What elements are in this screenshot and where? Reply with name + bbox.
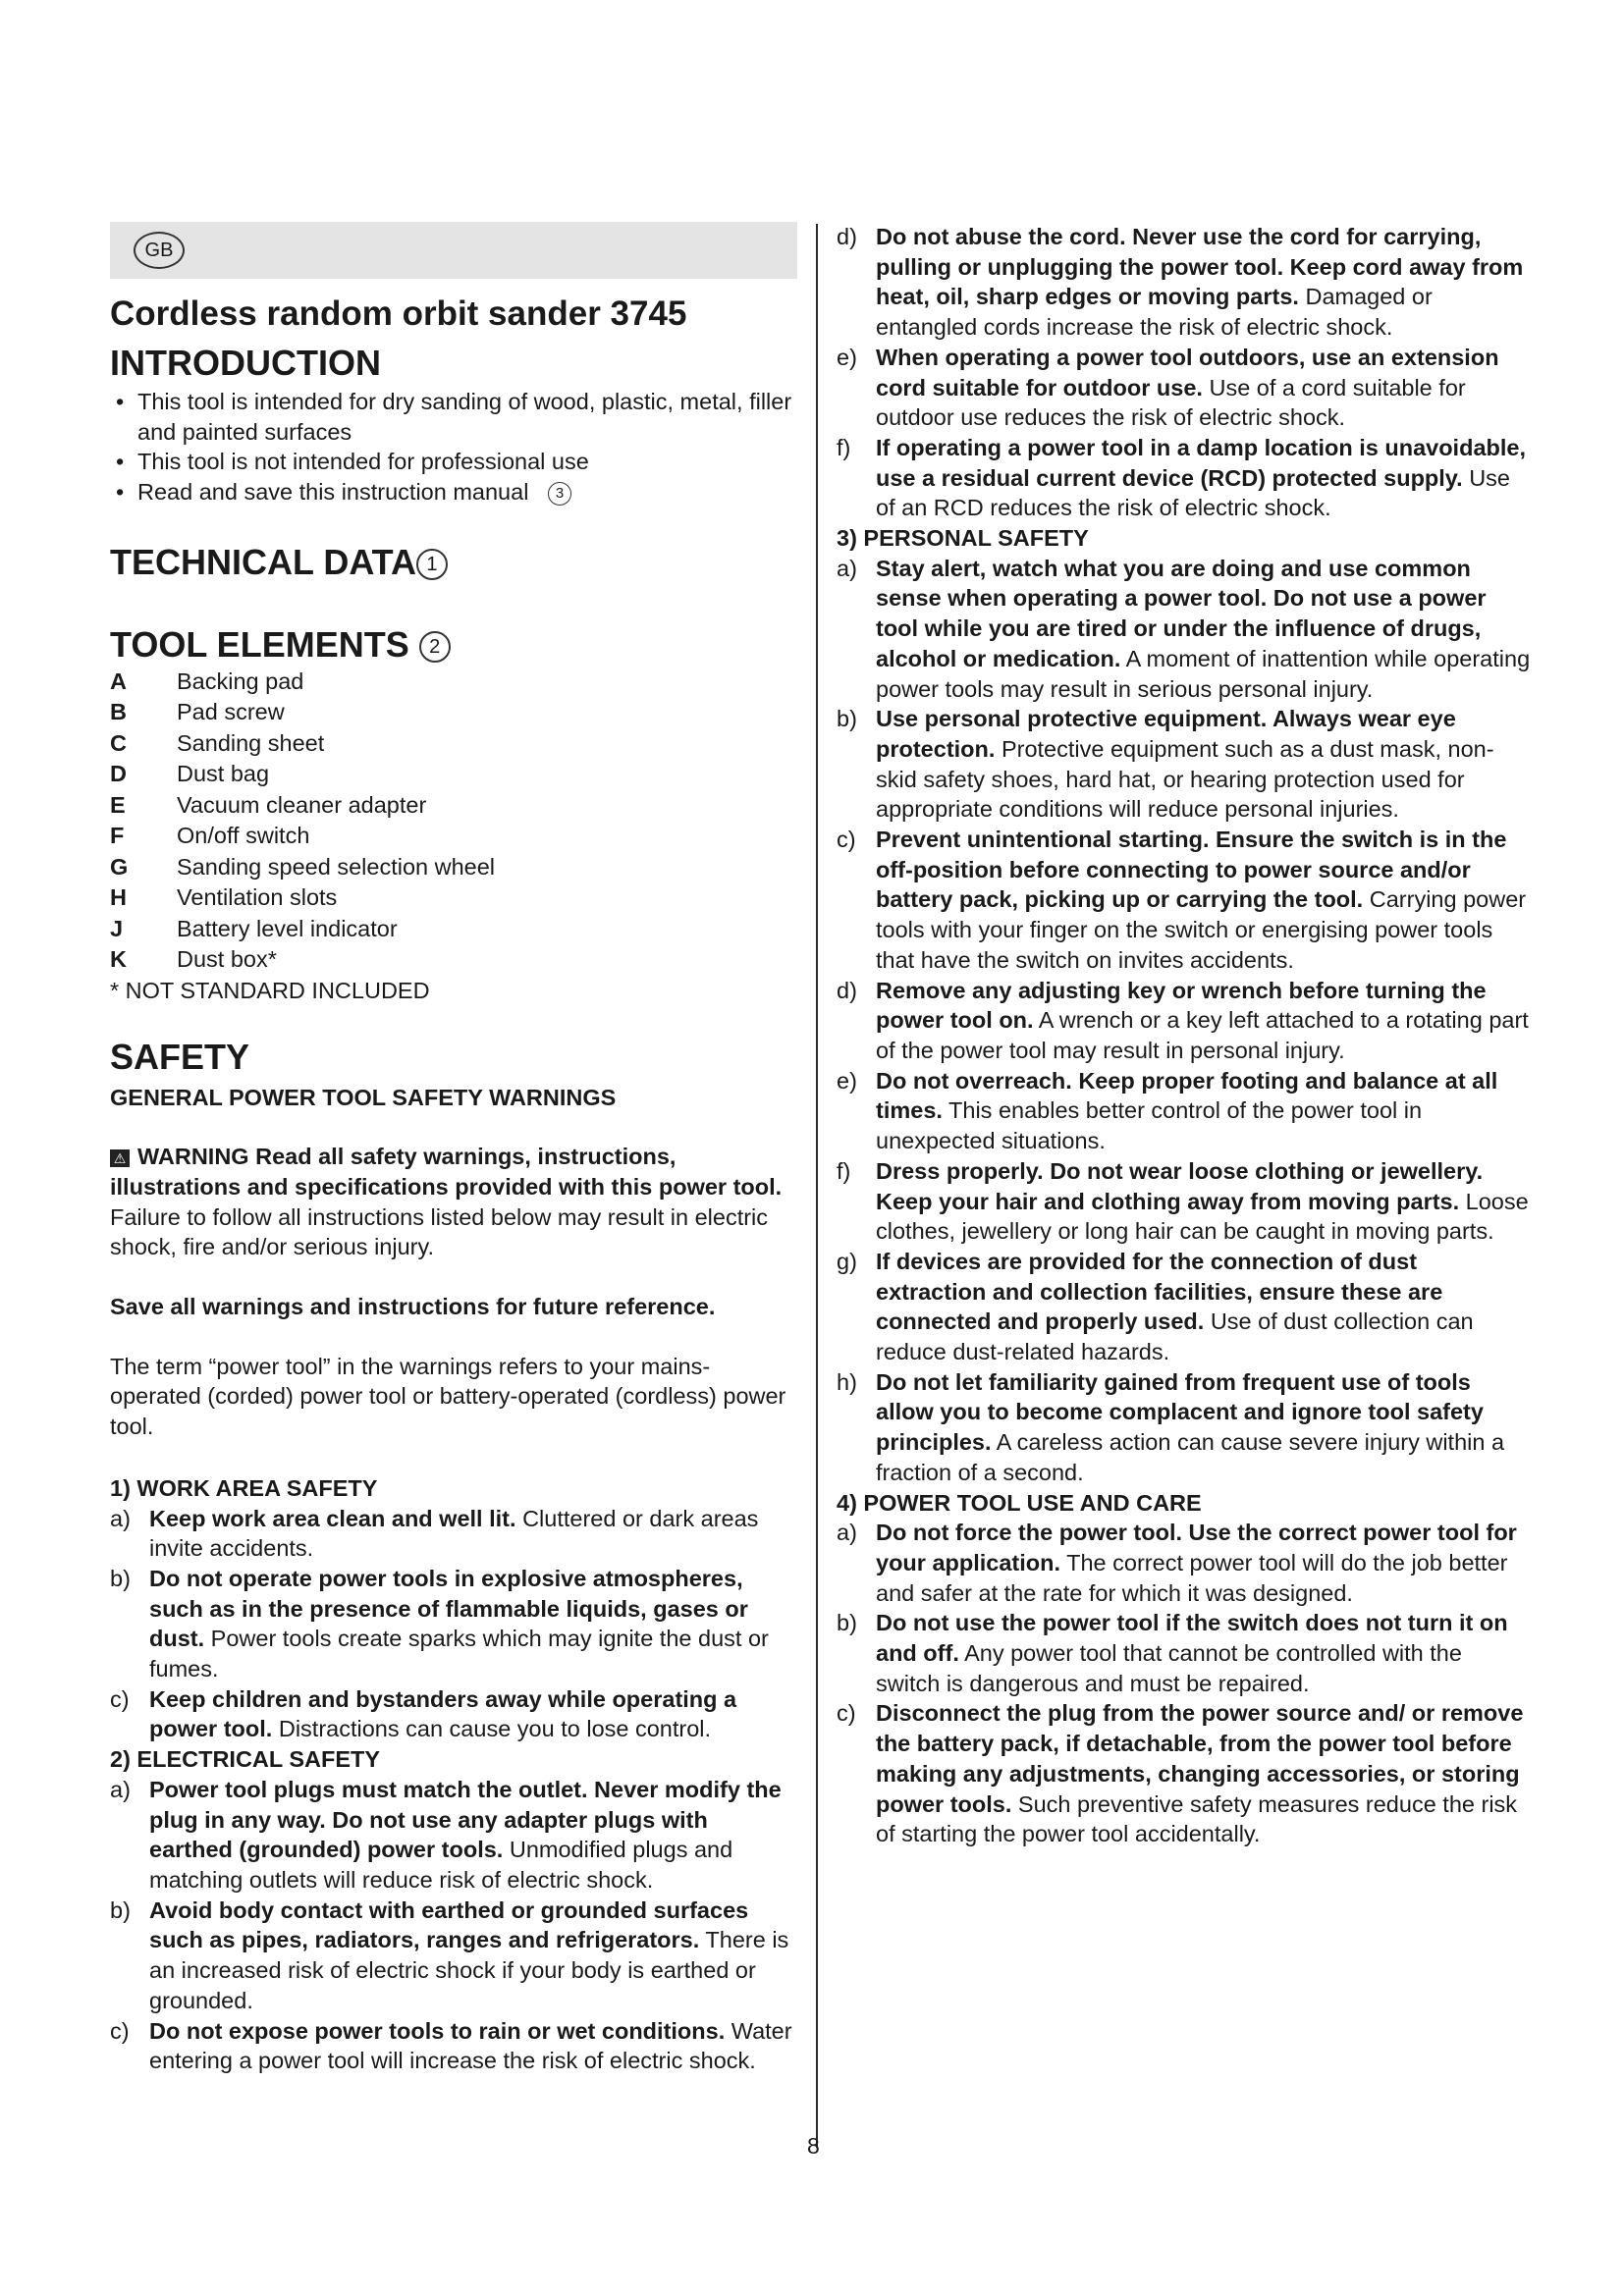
safety-item-explanation: Damaged or entangled cords increase the risk of electric shock. bbox=[876, 284, 1433, 341]
electrical-safety-list bbox=[110, 1775, 797, 2076]
safety-item-rule: Do not let familiarity gained from frequent use of tools allow you to become complacent and ignore tool safety principles. bbox=[876, 1368, 1484, 1456]
tool-element-label: Vacuum cleaner adapter bbox=[177, 791, 427, 818]
safety-item-explanation: A moment of inattention while operating power tools may result in serious personal injury. bbox=[876, 645, 1531, 702]
safety-item-rule: Do not use the power tool if the switch does not turn it on and off. bbox=[876, 1610, 1508, 1667]
tool-element-key: G bbox=[110, 853, 129, 880]
tool-element-label: On/off switch bbox=[177, 823, 310, 849]
safety-item-letter: a) bbox=[837, 1520, 857, 1546]
tool-element-label: Sanding sheet bbox=[177, 729, 325, 756]
tool-element-row bbox=[110, 759, 797, 790]
tool-element-row bbox=[110, 667, 797, 698]
safety-item-letter: a) bbox=[837, 555, 857, 581]
tool-element-label: Ventilation slots bbox=[177, 884, 338, 911]
safety-item-letter: a) bbox=[110, 1776, 131, 1802]
safety-item-letter: a) bbox=[110, 1505, 131, 1531]
electrical-safety-heading: 2) ELECTRICAL SAFETY bbox=[110, 1746, 381, 1773]
tool-elements-heading: TOOL ELEMENTS 2 bbox=[110, 623, 797, 667]
intro-bullet-text: Read and save this instruction manual bbox=[137, 479, 529, 506]
power-tool-term-paragraph: The term “power tool” in the warnings refers to your mains-operated (corded) power tool or battery-operated (cordless) power tool. bbox=[110, 1353, 786, 1440]
safety-item-letter: g) bbox=[837, 1248, 857, 1274]
tool-element-key: A bbox=[110, 667, 127, 694]
safety-item-letter: b) bbox=[837, 1610, 857, 1636]
safety-item bbox=[837, 704, 1532, 825]
safety-item-letter: f) bbox=[837, 1157, 851, 1184]
personal-safety-list bbox=[837, 554, 1532, 1488]
safety-item-letter: c) bbox=[110, 1685, 130, 1712]
safety-item-rule: Do not force the power tool. Use the correct power tool for your application. bbox=[876, 1520, 1517, 1575]
tool-element-row bbox=[110, 790, 797, 822]
power-tool-use-list bbox=[837, 1518, 1532, 1849]
safety-item-letter: h) bbox=[837, 1368, 857, 1395]
tool-elements-list bbox=[110, 667, 797, 976]
right-column bbox=[837, 222, 1532, 1849]
safety-item bbox=[110, 1504, 797, 1564]
document-title: Cordless random orbit sander 3745 bbox=[110, 294, 687, 333]
safety-item-rule: Remove any adjusting key or wrench before turning the power tool on. bbox=[876, 977, 1487, 1034]
safety-item-rule: Prevent unintentional starting. Ensure the switch is in the off-position before connecting to power source and/or battery pack, picking up or carrying the tool. bbox=[876, 827, 1507, 913]
safety-item-letter: f) bbox=[837, 434, 851, 460]
safety-item bbox=[110, 1684, 797, 1744]
safety-item bbox=[837, 1367, 1532, 1488]
tool-element-row bbox=[110, 944, 797, 976]
safety-item bbox=[837, 976, 1532, 1066]
safety-item-explanation: Protective equipment such as a dust mask, non-skid safety shoes, hard hat, or hearing protection used for appropriate conditions will reduce personal injuries. bbox=[876, 735, 1494, 823]
intro-list bbox=[110, 387, 797, 507]
safety-item bbox=[837, 343, 1532, 433]
work-area-safety-heading: 1) WORK AREA SAFETY bbox=[110, 1474, 378, 1501]
safety-item-letter: c) bbox=[837, 1700, 856, 1727]
safety-item bbox=[837, 433, 1532, 523]
tool-element-key: J bbox=[110, 915, 124, 941]
tool-element-row bbox=[110, 821, 797, 852]
safety-item bbox=[110, 1564, 797, 1684]
column-divider bbox=[816, 224, 818, 2148]
tool-element-label: Battery level indicator bbox=[177, 915, 398, 941]
safety-item bbox=[837, 825, 1532, 976]
electrical-safety-list-continued bbox=[837, 222, 1532, 523]
safety-item-explanation: Distractions can cause you to lose control. bbox=[272, 1716, 712, 1742]
safety-item-explanation: Use of an RCD reduces the risk of electric shock. bbox=[876, 464, 1510, 521]
tool-element-row bbox=[110, 728, 797, 760]
safety-item-letter: b) bbox=[110, 1565, 131, 1591]
safety-item-explanation: A careless action can cause severe injury within a fraction of a second. bbox=[876, 1429, 1505, 1485]
safety-item-explanation: There is an increased risk of electric shock if your body is earthed or grounded. bbox=[149, 1927, 789, 2013]
figure-ref-3: 3 bbox=[548, 482, 571, 506]
safety-item-rule: When operating a power tool outdoors, use an extension cord suitable for outdoor use. bbox=[876, 344, 1499, 400]
safety-item-rule: Do not expose power tools to rain or wet conditions. bbox=[149, 2017, 726, 2044]
intro-heading: INTRODUCTION bbox=[110, 343, 381, 383]
safety-item-explanation: Unmodified plugs and matching outlets will reduce risk of electric shock. bbox=[149, 1837, 733, 1893]
safety-item-explanation: Any power tool that cannot be controlled with the switch is dangerous and must be repaired. bbox=[876, 1640, 1462, 1696]
safety-item-explanation: Water entering a power tool will increase the risk of electric shock. bbox=[149, 2017, 792, 2074]
safety-item bbox=[110, 1896, 797, 2016]
safety-item-rule: Avoid body contact with earthed or grounded surfaces such as pipes, radiators, ranges and refrigerators. bbox=[149, 1896, 749, 1953]
safety-item-explanation: Carrying power tools with your finger on the switch or energising power tools that have the switch on invites accidents. bbox=[876, 886, 1527, 973]
safety-item bbox=[837, 1247, 1532, 1367]
tool-element-key: C bbox=[110, 729, 127, 756]
safety-item bbox=[837, 1066, 1532, 1156]
safety-item-rule: Keep children and bystanders away while operating a power tool. bbox=[149, 1685, 737, 1742]
intro-bullet bbox=[110, 477, 797, 507]
safety-item bbox=[837, 1156, 1532, 1247]
safety-item bbox=[110, 1775, 797, 1896]
safety-item-explanation: The correct power tool will do the job better and safer at the rate for which it was designed. bbox=[876, 1549, 1508, 1606]
save-warnings-line: Save all warnings and instructions for future reference. bbox=[110, 1294, 716, 1320]
general-warnings-heading: GENERAL POWER TOOL SAFETY WARNINGS bbox=[110, 1084, 617, 1110]
safety-item-letter: c) bbox=[110, 2017, 130, 2044]
safety-item bbox=[837, 554, 1532, 705]
safety-item-rule: Do not abuse the cord. Never use the cord for carrying, pulling or unplugging the power tool. Keep cord away from heat, oil, sharp edges or moving parts. bbox=[876, 224, 1524, 310]
tool-element-row bbox=[110, 882, 797, 914]
safety-item-explanation: Use of a cord suitable for outdoor use reduces the risk of electric shock. bbox=[876, 374, 1466, 431]
safety-item-rule: Disconnect the plug from the power source and/ or remove the battery pack, if detachable, from the power tool before making any adjustments, changing accessories, or storing power tools. bbox=[876, 1700, 1524, 1817]
technical-data-heading: TECHNICAL DATA 1 bbox=[110, 541, 797, 584]
safety-item-explanation: This enables better control of the power tool in unexpected situations. bbox=[876, 1097, 1423, 1154]
tool-element-key: F bbox=[110, 823, 125, 849]
tool-element-row bbox=[110, 852, 797, 883]
figure-ref-1: 1 bbox=[416, 549, 448, 580]
safety-heading: SAFETY bbox=[110, 1036, 250, 1077]
safety-item-explanation: Power tools create sparks which may ignite the dust or fumes. bbox=[149, 1626, 769, 1682]
work-area-safety-list bbox=[110, 1504, 797, 1745]
safety-item bbox=[110, 2016, 797, 2076]
tool-element-label: Dust box* bbox=[177, 946, 277, 973]
tool-element-row bbox=[110, 914, 797, 945]
safety-item-letter: b) bbox=[110, 1896, 131, 1923]
tool-element-label: Dust bag bbox=[177, 761, 270, 787]
safety-item-rule: Do not operate power tools in explosive atmospheres, such as in the presence of flammable liquids, gases or dust. bbox=[149, 1565, 748, 1652]
tool-element-key: D bbox=[110, 761, 127, 787]
tool-element-label: Pad screw bbox=[177, 699, 285, 725]
elements-footnote: * NOT STANDARD INCLUDED bbox=[110, 977, 430, 1003]
safety-item-rule: If devices are provided for the connection of dust extraction and collection facilities, ensure these are connected and properly used. bbox=[876, 1248, 1443, 1335]
safety-item bbox=[837, 222, 1532, 343]
figure-ref-2: 2 bbox=[419, 631, 451, 663]
warning-icon: ⚠ bbox=[110, 1149, 130, 1167]
intro-bullet: • This tool is not intended for professional use bbox=[110, 447, 797, 477]
safety-item-explanation: A wrench or a key left attached to a rotating part of the power tool may result in personal injury. bbox=[876, 1007, 1529, 1063]
language-badge: GB bbox=[134, 232, 185, 269]
safety-item bbox=[837, 1518, 1532, 1608]
tool-element-label: Sanding speed selection wheel bbox=[177, 853, 496, 880]
warning-paragraph: ⚠ WARNING Read all safety warnings, instructions, illustrations and specifications provided with this power tool. Failure to follow all instructions listed below may result in electric shock, fire and/or serious injury. bbox=[110, 1144, 783, 1260]
safety-item bbox=[837, 1698, 1532, 1849]
safety-item-letter: e) bbox=[837, 1067, 857, 1094]
left-column bbox=[110, 222, 797, 2076]
personal-safety-heading: 3) PERSONAL SAFETY bbox=[837, 525, 1089, 552]
safety-item-explanation: Loose clothes, jewellery or long hair can be caught in moving parts. bbox=[876, 1188, 1529, 1245]
safety-item-letter: d) bbox=[837, 224, 857, 249]
safety-item-explanation: Cluttered or dark areas invite accidents. bbox=[149, 1505, 759, 1562]
tool-element-key: B bbox=[110, 699, 127, 725]
safety-item-rule: Do not overreach. Keep proper footing and balance at all times. bbox=[876, 1067, 1498, 1124]
safety-item-letter: e) bbox=[837, 344, 857, 370]
intro-bullet: • This tool is intended for dry sanding of wood, plastic, metal, filler and painted surfaces bbox=[110, 387, 797, 447]
safety-item-explanation: Use of dust collection can reduce dust-related hazards. bbox=[876, 1308, 1474, 1365]
safety-item-letter: d) bbox=[837, 977, 857, 1003]
safety-item-explanation: Such preventive safety measures reduce the risk of starting the power tool accidentally. bbox=[876, 1790, 1518, 1847]
safety-item-rule: Keep work area clean and well lit. bbox=[149, 1505, 516, 1531]
safety-item-rule: Dress properly. Do not wear loose clothing or jewellery. Keep your hair and clothing away from moving parts. bbox=[876, 1157, 1484, 1214]
page-number: 8 bbox=[807, 2133, 820, 2159]
safety-item bbox=[837, 1608, 1532, 1698]
tool-element-row bbox=[110, 697, 797, 728]
safety-item-rule: If operating a power tool in a damp location is unavoidable, use a residual current device (RCD) protected supply. bbox=[876, 434, 1526, 491]
tool-element-label: Backing pad bbox=[177, 667, 304, 694]
tool-element-key: E bbox=[110, 791, 126, 818]
safety-item-letter: b) bbox=[837, 706, 857, 732]
safety-item-rule: Stay alert, watch what you are doing and use common sense when operating a power tool. Do not use a power tool while you are tired or under the influence of drugs, alcohol or medication. bbox=[876, 555, 1487, 671]
safety-item-rule: Power tool plugs must match the outlet. Never modify the plug in any way. Do not use any adapter plugs with earthed (grounded) power tools. bbox=[149, 1776, 782, 1863]
power-tool-use-heading: 4) POWER TOOL USE AND CARE bbox=[837, 1489, 1202, 1516]
safety-item-letter: c) bbox=[837, 827, 856, 853]
language-bar bbox=[110, 222, 797, 279]
tool-element-key: H bbox=[110, 884, 127, 911]
safety-item-rule: Use personal protective equipment. Always wear eye protection. bbox=[876, 706, 1456, 762]
tool-element-key: K bbox=[110, 946, 127, 973]
